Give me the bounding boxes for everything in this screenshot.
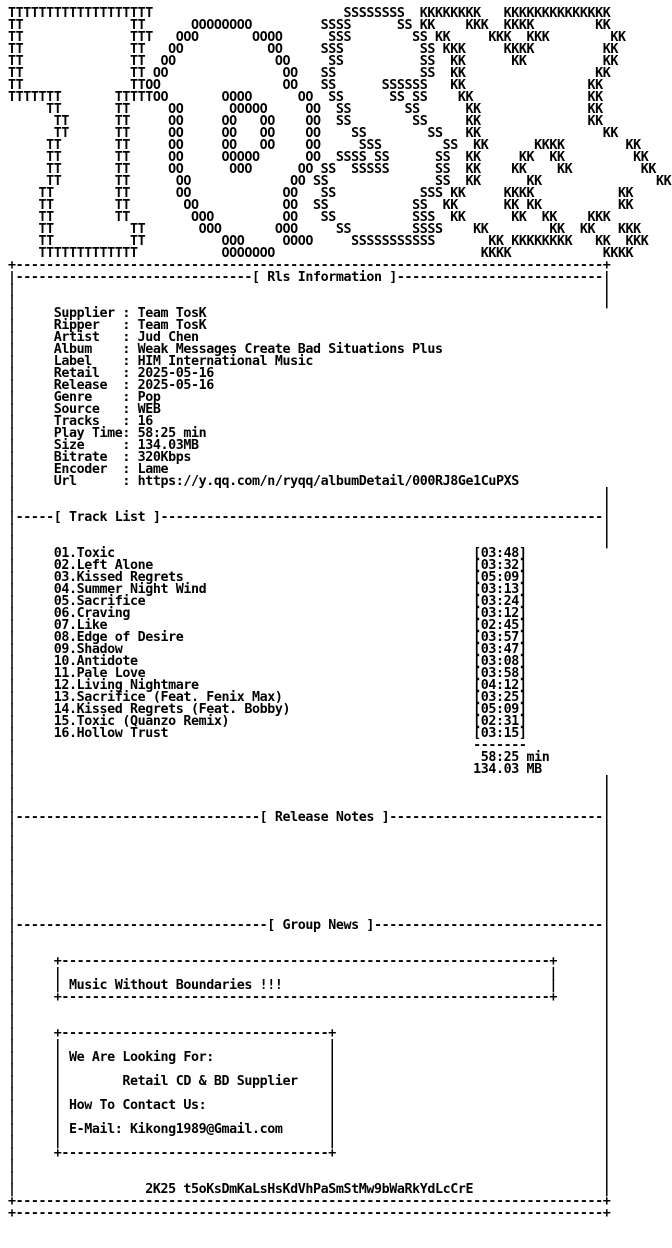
- nfo-line: | | | |: [8, 1110, 611, 1125]
- nfo-line: | | | |: [8, 1062, 611, 1077]
- nfo-line: | | We Are Looking For: | |: [8, 1050, 611, 1065]
- nfo-line: | |: [8, 822, 611, 837]
- nfo-line: | |: [8, 786, 611, 801]
- nfo-line: | Album : Weak Messages Create Bad Situations Plus: [8, 342, 443, 357]
- nfo-line: TTTTTTTTTTTTT OOOOOOO KKKK KKKK: [8, 246, 634, 261]
- nfo-line: | +----------------------------------------------------------------+ |: [8, 990, 611, 1005]
- nfo-line: | +----------------------------------------------------------------+ |: [8, 954, 611, 969]
- nfo-line: TT TT OO OO SS SS KK KK KK KK: [8, 198, 634, 213]
- nfo-line: +-----------------------------------------------------------------------------+: [8, 1206, 611, 1221]
- nfo-line: |--------------------------------[ Release Notes ]----------------------------|: [8, 810, 611, 825]
- nfo-line: | 16.Hollow Trust [03:15]: [8, 726, 527, 741]
- nfo-line: |---------------------------------[ Group News ]------------------------------|: [8, 918, 611, 933]
- nfo-line: | | | |: [8, 1086, 611, 1101]
- nfo-line: | 134.03 MB: [8, 762, 542, 777]
- nfo-line: TTTTTTT TTTTTOO OOOO OO SS SS SS KK KK: [8, 90, 603, 105]
- nfo-line: | Genre : Pop: [8, 390, 161, 405]
- nfo-line: +-----------------------------------------------------------------------------+: [8, 258, 611, 273]
- nfo-line: | |: [8, 1014, 611, 1029]
- nfo-line: | 05.Sacrifice [03:24]: [8, 594, 527, 609]
- nfo-line: TT TT OO OOOOO OO SS SS KK KK: [8, 102, 603, 117]
- nfo-line: | +-----------------------------------+ |: [8, 1026, 611, 1041]
- nfo-line: | Ripper : Team TosK: [8, 318, 207, 333]
- nfo-line: | |: [8, 870, 611, 885]
- nfo-line: | 03.Kissed Regrets [05:09]: [8, 570, 527, 585]
- nfo-line: | |: [8, 486, 611, 501]
- nfo-line: | 13.Sacrifice (Feat. Fenix Max) [03:25]: [8, 690, 527, 705]
- nfo-line: TT TT OO OOOOO OO SSSS SS SS KK KK KK KK: [8, 150, 649, 165]
- nfo-line: | |: [8, 858, 611, 873]
- nfo-line: | |: [8, 846, 611, 861]
- nfo-line: | | | |: [8, 966, 611, 981]
- nfo-line: | 08.Edge of Desire [03:57]: [8, 630, 527, 645]
- nfo-line: TT TT OO OOO OO SS SSSSS SS KK KK KK KK: [8, 162, 657, 177]
- nfo-line: | Label : HIM International Music: [8, 354, 313, 369]
- nfo-line: | |: [8, 534, 611, 549]
- nfo-line: | Tracks : 16: [8, 414, 153, 429]
- nfo-line: | | E-Mail: Kikong1989@Gmail.com | |: [8, 1122, 611, 1137]
- nfo-line: | -------: [8, 738, 527, 753]
- nfo-line: | Encoder : Lame: [8, 462, 169, 477]
- nfo-line: TT TT OO OO SS SSS KK KKKK KK: [8, 186, 634, 201]
- nfo-line: TT TTOO OO SS SSSSSS KK KK: [8, 78, 603, 93]
- nfo-line: | Play Time: 58:25 min: [8, 426, 207, 441]
- nfo-line: | |: [8, 1002, 611, 1017]
- nfo-line: | Url : https://y.qq.com/n/ryqq/albumDetail/000RJ8Ge1CuPXS: [8, 474, 519, 489]
- nfo-line: | 11.Pale Love [03:58]: [8, 666, 527, 681]
- nfo-line: | 58:25 min: [8, 750, 550, 765]
- nfo-line: TTTTTTTTTTTTTTTTTTT SSSSSSSS KKKKKKKK KKKKKKKKKKKKKK: [8, 6, 611, 21]
- nfo-line: | Artist : Jud Chen: [8, 330, 199, 345]
- nfo-line: TT TT OOO OO SS SSS KK KK KK KKK: [8, 210, 611, 225]
- nfo-line: TT TT OO OO OO OO SS SS KK KK: [8, 126, 618, 141]
- nfo-line: TT TT OOO OOO SS SSSS KK KK KK KKK: [8, 222, 641, 237]
- nfo-line: | 01.Toxic [03:48]: [8, 546, 527, 561]
- nfo-line: | Bitrate : 320Kbps: [8, 450, 191, 465]
- nfo-line: | |: [8, 522, 611, 537]
- nfo-line: | |: [8, 774, 611, 789]
- nfo-line: | |: [8, 1170, 611, 1185]
- nfo-line: TT TTT OOO OOOO SSS SS KK KKK KKK KK: [8, 30, 626, 45]
- nfo-line: | Retail : 2025-05-16: [8, 366, 214, 381]
- nfo-line: TT TT OO OO SS SS KK KK: [8, 66, 611, 81]
- nfo-line: | |: [8, 894, 611, 909]
- nfo-line: | |: [8, 930, 611, 945]
- nfo-line: | Size : 134.03MB: [8, 438, 199, 453]
- nfo-line: | | Retail CD & BD Supplier | |: [8, 1074, 611, 1089]
- nfo-line: | 09.Shadow [03:47]: [8, 642, 527, 657]
- nfo-line: |-------------------------------[ Rls Information ]---------------------------|: [8, 270, 611, 285]
- nfo-line: | |: [8, 834, 611, 849]
- nfo-line: | |: [8, 294, 611, 309]
- nfo-line: | |: [8, 1158, 611, 1173]
- nfo-line: |-----[ Track List ]----------------------------------------------------------|: [8, 510, 611, 525]
- nfo-line: | 14.Kissed Regrets (Feat. Bobby) [05:09]: [8, 702, 527, 717]
- nfo-line: +-----------------------------------------------------------------------------+: [8, 1194, 611, 1209]
- nfo-line: | 06.Craving [03:12]: [8, 606, 527, 621]
- nfo-line: | | How To Contact Us: | |: [8, 1098, 611, 1113]
- nfo-line: TT TT OOO OOOO SSSSSSSSSSS KK KKKKKKKK KK KKK: [8, 234, 649, 249]
- nfo-line: | Release : 2025-05-16: [8, 378, 214, 393]
- nfo-line: TT TT OOOOOOOO SSSS SS KK KKK KKKK KK: [8, 18, 611, 33]
- nfo-line: | |: [8, 882, 611, 897]
- nfo-line: | |: [8, 798, 611, 813]
- nfo-line: TT TT OO OO SS SS KK KK KK: [8, 54, 618, 69]
- nfo-line: | |: [8, 282, 611, 297]
- nfo-line: TT TT OO OO OO OO SS SS KK KK: [8, 114, 603, 129]
- nfo-line: | 10.Antidote [03:08]: [8, 654, 527, 669]
- nfo-line: TT TT OO OO SS SS KK KK KK: [8, 174, 672, 189]
- nfo-line: | Source : WEB: [8, 402, 161, 417]
- nfo-line: | |: [8, 942, 611, 957]
- nfo-line: | |: [8, 498, 611, 513]
- nfo-line: | 04.Summer Night Wind [03:13]: [8, 582, 527, 597]
- nfo-line: | 02.Left Alone [03:32]: [8, 558, 527, 573]
- nfo-line: | 12.Living Nightmare [04:12]: [8, 678, 527, 693]
- nfo-line: | Supplier : Team TosK: [8, 306, 207, 321]
- nfo-line: | | | |: [8, 1038, 611, 1053]
- nfo-line: | | Music Without Boundaries !!! | |: [8, 978, 611, 993]
- nfo-line: | 2K25 t5oKsDmKaLsHsKdVhPaSmStMw9bWaRkYdLcCrE |: [8, 1182, 611, 1197]
- nfo-line: TT TT OO OO SSS SS KKK KKKK KK: [8, 42, 618, 57]
- nfo-line: | +-----------------------------------+ |: [8, 1146, 611, 1161]
- nfo-line: | 07.Like [02:45]: [8, 618, 527, 633]
- nfo-line: | 15.Toxic (Quanzo Remix) [02:31]: [8, 714, 527, 729]
- nfo-line: | |: [8, 906, 611, 921]
- nfo-line: | | | |: [8, 1134, 611, 1149]
- nfo-line: TT TT OO OO OO OO SSS SS KK KKKK KK: [8, 138, 641, 153]
